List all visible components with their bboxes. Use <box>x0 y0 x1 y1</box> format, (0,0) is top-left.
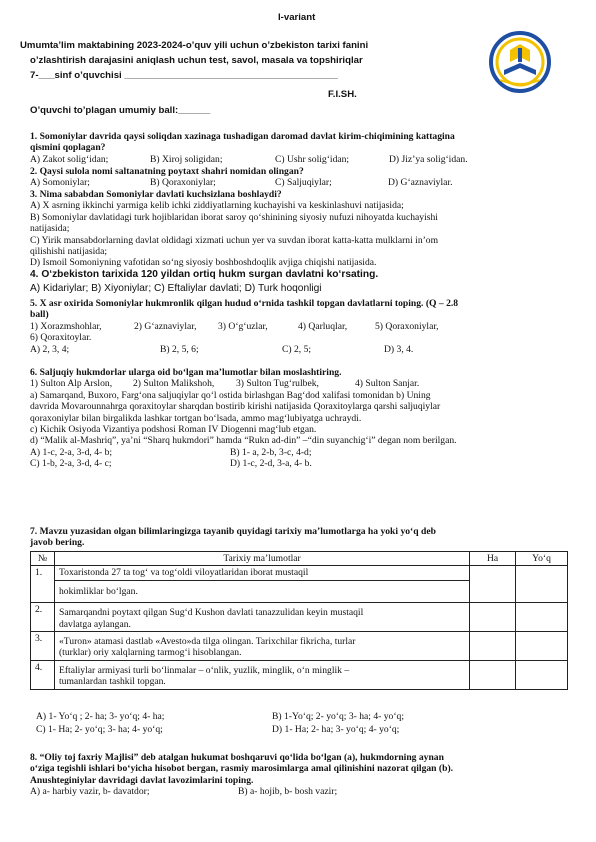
item-2: 2) G‘aznaviylar, <box>134 320 197 332</box>
option-b[interactable]: B) Qoraxoniylar; <box>150 177 216 189</box>
question-6-items <box>30 378 574 389</box>
option-a[interactable]: A) Somoniylar; <box>30 177 90 189</box>
question-1-options <box>30 154 574 165</box>
fact-text-line: (turklar) oriy xalqlarning tarmog‘i hisoblangan. <box>58 647 242 659</box>
question-2-text: 2. Qaysi sulola nomi saltanatning poytaxt shahri nomidan olingan? <box>30 166 304 177</box>
fact-text-line: Eftaliylar armiyasi turli bo‘linmalar – o‘nlik, yuzlik, minglik, o‘n minglik – <box>58 664 350 676</box>
no-cell[interactable] <box>516 603 568 632</box>
option-b[interactable]: B) 2, 5, 6; <box>160 343 199 355</box>
question-3-option-c-cont: qilishishi natijasida; <box>30 246 108 258</box>
item-2: 2) Sulton Malikshoh, <box>133 378 215 390</box>
fact-text: Toxaristonda 27 ta tog‘ va tog‘oldi viloyatlaridan iborat mustaqil <box>54 566 469 580</box>
column-header-yes: Ha <box>470 552 516 566</box>
question-6-options-row1 <box>30 447 574 458</box>
fish-label: F.I.SH. <box>328 89 357 100</box>
table-row <box>31 632 568 661</box>
fact-text-line: tumanlardan tashkil topgan. <box>58 676 166 688</box>
question-7-options-row1 <box>36 711 566 722</box>
title-line-1: Umumta’lim maktabining 2023-2024-o’quv yili uchun o’zbekiston tarixi fanini <box>20 40 369 51</box>
item-5: 5) Qoraxoniylar, <box>375 320 439 332</box>
option-d[interactable]: D) Jiz’ya solig‘idan. <box>389 153 468 165</box>
question-6-text: 6. Saljuqiy hukmdorlar ularga oid bo‘lgan ma’lumotlar bilan moslashtiring. <box>30 367 342 378</box>
question-7-text: 7. Mavzu yuzasidan olgan bilimlaringizga tayanib quyidagi tarixiy ma’lumotlarga ha yoki yo‘q deb <box>30 526 436 537</box>
question-8-text-cont: o‘ziga tegishli ishlari bo‘yicha hisobot bergan, rasmiy marosimlarga amal qilinishini nazorat qilgan (b). <box>30 763 454 775</box>
question-5-text-cont: ball) <box>30 309 49 321</box>
fact-text <box>54 660 469 689</box>
fact-text <box>54 603 469 632</box>
question-6 <box>30 367 574 470</box>
score-line: O’quvchi to’plagan umumiy ball:______ <box>30 105 211 116</box>
question-8-options <box>30 786 574 797</box>
column-header-number: № <box>31 552 55 566</box>
question-3-option-b-cont: natijasida; <box>30 223 70 235</box>
question-8-text: 8. “Oliy toj faxriy Majlisi” deb atalgan hukumat boshqaruvi qo‘lida bo‘lgan (a), hukmdorning aynan <box>30 752 444 763</box>
option-c[interactable]: C) 1- Ha; 2- yo‘q; 3- ha; 4- yo‘q; <box>36 724 163 735</box>
column-header-facts: Tarixiy ma’lumotlar <box>54 552 469 566</box>
no-cell[interactable] <box>516 632 568 661</box>
row-number: 4. <box>31 660 55 689</box>
question-6-line-b-cont: qoraxoniylar bilan birgalikda lashkar tortgan bo‘lsada, ammo mag‘lubiyatga uchraydi. <box>30 412 362 424</box>
item-3: 3) Sulton Tug‘rulbek, <box>236 378 319 390</box>
question-6-options-row2 <box>30 458 574 469</box>
option-d[interactable]: D) 3, 4. <box>384 343 414 355</box>
table-header-row <box>31 552 568 566</box>
table-row <box>31 660 568 689</box>
question-1 <box>30 131 574 165</box>
variant-label: I-variant <box>278 12 316 23</box>
fact-text <box>54 632 469 661</box>
question-5-items <box>30 321 574 332</box>
question-7-options-row2 <box>36 724 566 735</box>
question-6-line-c: c) Kichik Osiyoda Vizantiya podshosi Roman IV Diogenni mag‘lub etgan. <box>30 424 317 436</box>
option-c[interactable]: C) 2, 5; <box>282 343 312 355</box>
table-row <box>31 603 568 632</box>
item-6: 6) Qoraxitoylar. <box>30 332 92 344</box>
question-4-text: 4. O‘zbekiston tarixida 120 yildan ortiq hukm surgan davlatni ko‘rsating. <box>30 269 379 280</box>
option-a[interactable]: A) 1-c, 2-a, 3-d, 4- b; <box>30 446 113 458</box>
facts-table <box>30 551 568 690</box>
question-2 <box>30 166 574 189</box>
question-7 <box>30 526 574 549</box>
question-5-text: 5. X asr oxirida Somoniylar hukmronlik qilgan hudud o‘rnida tashkil topgan davlatlarni toping. (Q – 2.8 <box>30 298 459 309</box>
question-3-option-b[interactable]: B) Somoniylar davlatidagi turk hojiblaridan iborat saroy qo‘shinining siyosiy nufuzi nihoyatda kuchayishi <box>30 211 438 223</box>
option-a[interactable]: A) a- harbiy vazir, b- davatdor; <box>30 786 150 798</box>
question-5 <box>30 298 574 355</box>
row-number: 1. <box>31 566 55 603</box>
question-7-text-cont: javob bering. <box>30 537 85 549</box>
question-5-options <box>30 344 574 355</box>
school-logo-icon <box>488 30 552 94</box>
table-row <box>31 566 568 580</box>
question-4 <box>30 268 574 296</box>
yes-cell[interactable] <box>470 603 516 632</box>
question-3-option-d[interactable]: D) Ismoil Somoniyning vafotidan so‘ng siyosiy boshboshdoqlik avjiga chiqishi natijasida. <box>30 257 377 269</box>
option-b[interactable]: B) a- hojib, b- bosh vazir; <box>238 786 338 798</box>
question-2-options <box>30 177 574 188</box>
question-3 <box>30 189 574 269</box>
yes-cell[interactable] <box>470 632 516 661</box>
fact-text-line: Samarqandni poytaxt qilgan Sug‘d Kushon davlati tanazzulidan keyin mustaqil <box>58 607 364 619</box>
question-1-text-cont: qismini qoplagan? <box>30 142 106 154</box>
question-1-text: 1. Somoniylar davrida qaysi soliqdan xazinaga tushadigan daromad davlat kirim-chiqimining kattagina <box>30 131 455 142</box>
fact-text-line: «Turon» atamasi dastlab «Avesto»da tilga olingan. Tarixchilar fikricha, turlar <box>58 636 356 648</box>
yes-cell[interactable] <box>470 660 516 689</box>
option-d[interactable]: D) G‘aznaviylar. <box>388 177 453 189</box>
class-line: 7-___sinf o’quvchisi ________________________________________ <box>30 70 338 81</box>
option-a[interactable]: A) 1- Yo‘q ; 2- ha; 3- yo‘q; 4- ha; <box>36 711 165 722</box>
option-c[interactable]: C) 1-b, 2-a, 3-d, 4- c; <box>30 458 112 470</box>
column-header-no: Yo‘q <box>516 552 568 566</box>
option-b[interactable]: B) Xiroj soligidan; <box>150 153 223 165</box>
option-d[interactable]: D) 1-c, 2-d, 3-a, 4- b. <box>230 458 312 470</box>
row-number: 3. <box>31 632 55 661</box>
option-a[interactable]: A) 2, 3, 4; <box>30 343 70 355</box>
question-3-option-a[interactable]: A) X asrning ikkinchi yarmiga kelib ichki ziddiyatlarning kuchayishi va keskinlashuvi natijasida; <box>30 200 404 212</box>
question-8-text-cont2: Anushteginiylar davridagi davlat lavozimlarini toping. <box>30 774 254 786</box>
option-a[interactable]: A) Zakot solig‘idan; <box>30 153 109 165</box>
item-4: 4) Qarluqlar, <box>298 320 348 332</box>
option-b[interactable]: B) 1-Yo‘q; 2- yo‘q; 3- ha; 4- yo‘q; <box>272 711 404 722</box>
option-b[interactable]: B) 1- a, 2-b, 3-c, 4-d; <box>230 446 312 458</box>
title-line-2: o’zlashtirish darajasini aniqlash uchun test, savol, masala va topshiriqlar <box>30 55 363 66</box>
item-3: 3) O‘g‘uzlar, <box>218 320 268 332</box>
question-4-options[interactable]: A) Kidariylar; B) Xiyoniylar; C) Eftaliylar davlati; D) Turk hoqonligi <box>30 283 322 294</box>
fact-text-cont: hokimliklar bo‘lgan. <box>54 580 469 602</box>
item-1: 1) Xorazmshohlar, <box>30 320 102 332</box>
item-4: 4) Sulton Sanjar. <box>355 378 420 390</box>
question-3-text: 3. Nima sababdan Somoniylar davlati kuchsizlana boshlaydi? <box>30 189 282 200</box>
row-number: 2. <box>31 603 55 632</box>
question-8 <box>30 752 574 798</box>
yes-cell[interactable] <box>470 566 516 603</box>
no-cell[interactable] <box>516 566 568 603</box>
no-cell[interactable] <box>516 660 568 689</box>
option-c[interactable]: C) Saljuqiylar; <box>275 177 332 189</box>
question-6-line-a: a) Samarqand, Buxoro, Farg‘ona saljuqiylar qo‘l ostida birlashgan Bag‘dod xalifasi tomonidan b) Uning <box>30 389 431 401</box>
question-6-line-b: davrida Movarounnahrga qoraxitoylar sharqdan bostirib kirishi natijasida Qoraxitoylarga qarshi saljuqiylar <box>30 401 441 413</box>
item-1: 1) Sulton Alp Arslon, <box>30 378 113 390</box>
question-6-line-d: d) “Malik al-Mashriq”, ya’ni “Sharq hukmdori” hamda “Rukn ad-din” –“din suyanchig‘i” degan nom berilgan. <box>30 435 457 447</box>
option-d[interactable]: D) 1- Ha; 2- ha; 3- yo‘q; 4- yo‘q; <box>272 724 400 735</box>
option-c[interactable]: C) Ushr solig‘idan; <box>275 153 350 165</box>
fact-text-line: davlatga aylangan. <box>58 618 131 630</box>
question-3-option-c[interactable]: C) Yirik mansabdorlarning davlat oldidagi xizmati uchun yer va suvdan iborat katta-katta mulklarni in’om <box>30 234 439 246</box>
